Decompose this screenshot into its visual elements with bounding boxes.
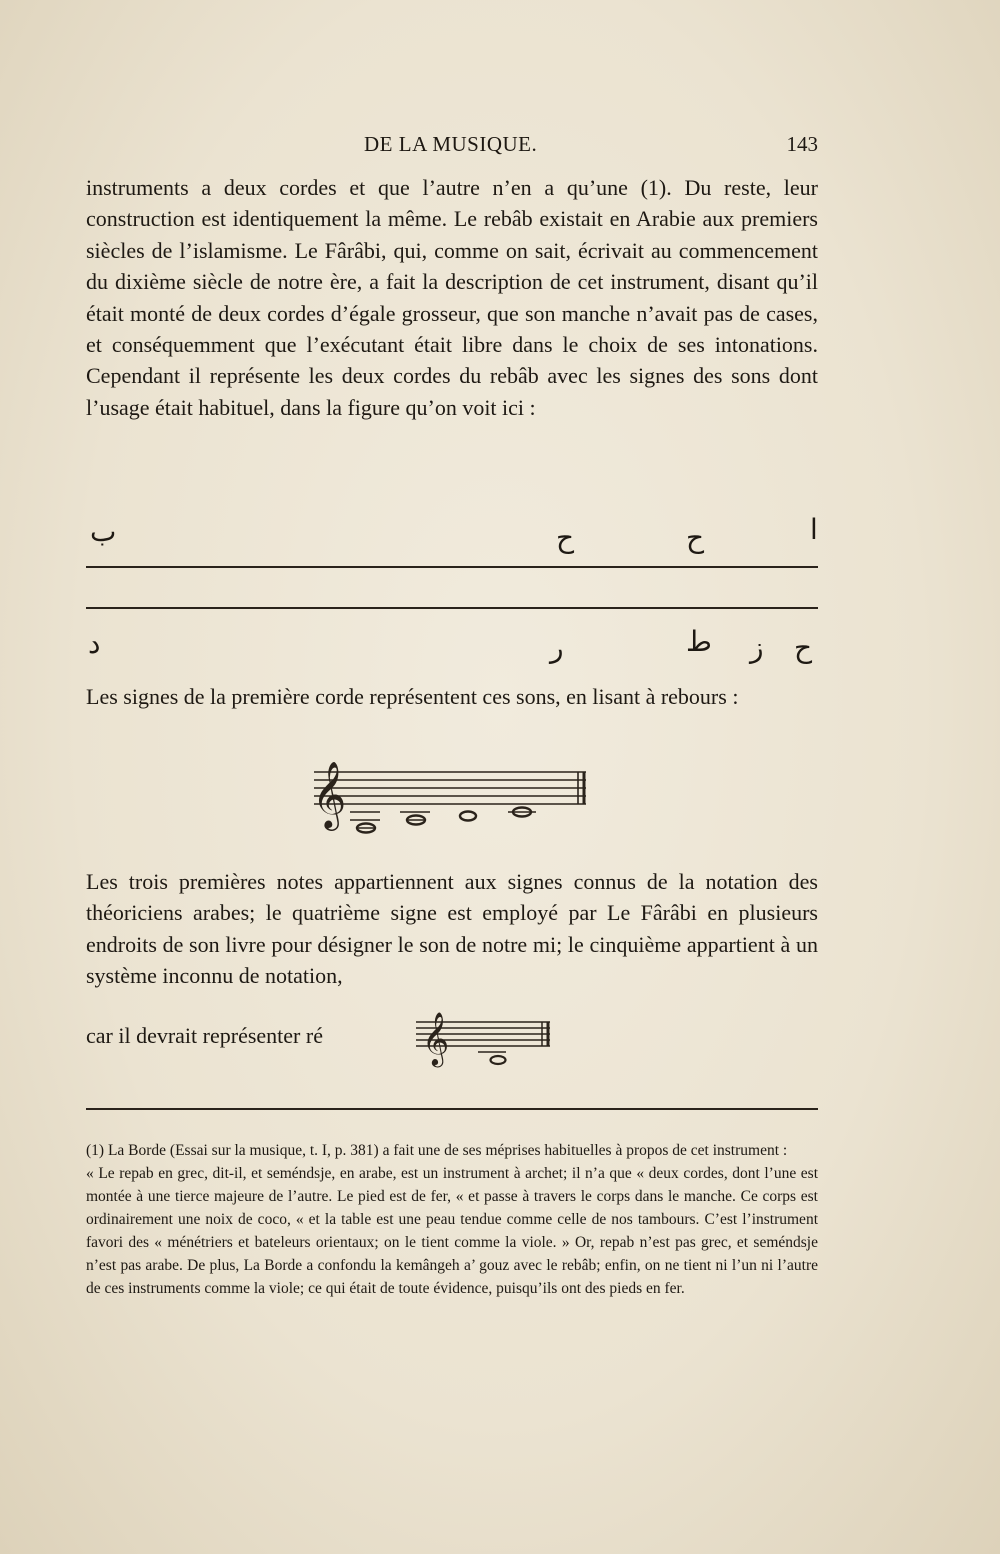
chapter-title: DE LA MUSIQUE.	[364, 132, 538, 156]
sign-glyph: ز	[750, 631, 764, 664]
page-number: 143	[786, 132, 818, 156]
note-whole	[491, 1056, 506, 1064]
paragraph-1: instruments a deux cordes et que l’autre n’en a qu’une (1). Du reste, leur construction est identiquement la même. Le rebâb existait en Arabie aux premiers siècles de l’islamisme. Le Fârâbi, qui, comme on sait, écrivait au commencement du dixième siècle de notre ère, a fait la description de cet instrument, disant qu’il était monté de deux cordes d’égale grosseur, que son manche n’avait pas de cases, et conséquemment que l’exécutant était libre dans le choix de ses intonations. Cependant il représente les deux cordes du rebâb avec les signes des sons dont l’usage était habituel, dans la figure qu’on voit ici :	[86, 175, 818, 420]
footnotes	[86, 1139, 818, 1300]
note-whole	[460, 812, 476, 821]
music-staff-figure	[300, 760, 600, 840]
sign-glyph: ر	[550, 631, 564, 664]
sign-glyph: ا	[810, 513, 818, 546]
treble-clef-icon: 𝄞	[422, 1011, 450, 1065]
running-head	[86, 132, 818, 162]
first-string-signs	[86, 504, 818, 564]
treble-clef-icon: 𝄞	[312, 760, 347, 828]
sign-glyph: د	[88, 627, 101, 660]
footnote-1-quote: « Le repab en grec, dit-il, et seméndsje, en arabe, est un instrument à archet; il n’a que « deux cordes, dont l’une est montée à une tierce majeure de l’autre. Le pied est de fer, « et passe à travers le corps dans le manche. Ce corps est ordinairement une noix de coco, « et la table est une peau tendue comme celle de nos tambours. C’est l’instrument favori des « ménétriers et bateleurs orientaux; on le tient comme la viole. » Or, repab n’est pas grec, et seméndsje n’est pas arabe. De plus, La Borde a confondu la kemângeh a’ gouz avec le rebâb; enfin, on ne tient ni l’un ni l’autre de ces instruments comme la viole; ce qui était de toute évidence, puisqu’ils ont des pieds en fer.	[86, 1165, 818, 1297]
music-staff-figure-re	[410, 1008, 560, 1068]
footnote-separator	[86, 1108, 818, 1110]
first-string-line	[86, 566, 818, 568]
second-string-signs	[86, 612, 818, 672]
paragraph-3: Les trois premières notes appartiennent aux signes connus de la notation des théoriciens arabes; le quatrième signe est employé par Le Fârâbi en plusieurs endroits de son livre pour désigner le son de notre mi; le cinquième appartient à un système inconnu de notation,	[86, 869, 818, 989]
paragraph-4: car il devrait représenter ré	[86, 1023, 323, 1048]
sign-glyph: ح	[686, 521, 705, 554]
sign-glyph: ح	[556, 521, 575, 554]
sign-glyph: ط	[686, 625, 712, 658]
footnote-1: (1) La Borde (Essai sur la musique, t. I, p. 381) a fait une de ses méprises habituelles à propos de cet instrument :	[86, 1142, 788, 1159]
sign-glyph: ح	[794, 631, 813, 664]
sign-glyph: ب	[90, 515, 117, 548]
paragraph-2: Les signes de la première corde représentent ces sons, en lisant à rebours :	[86, 684, 739, 709]
second-string-line	[86, 607, 818, 609]
